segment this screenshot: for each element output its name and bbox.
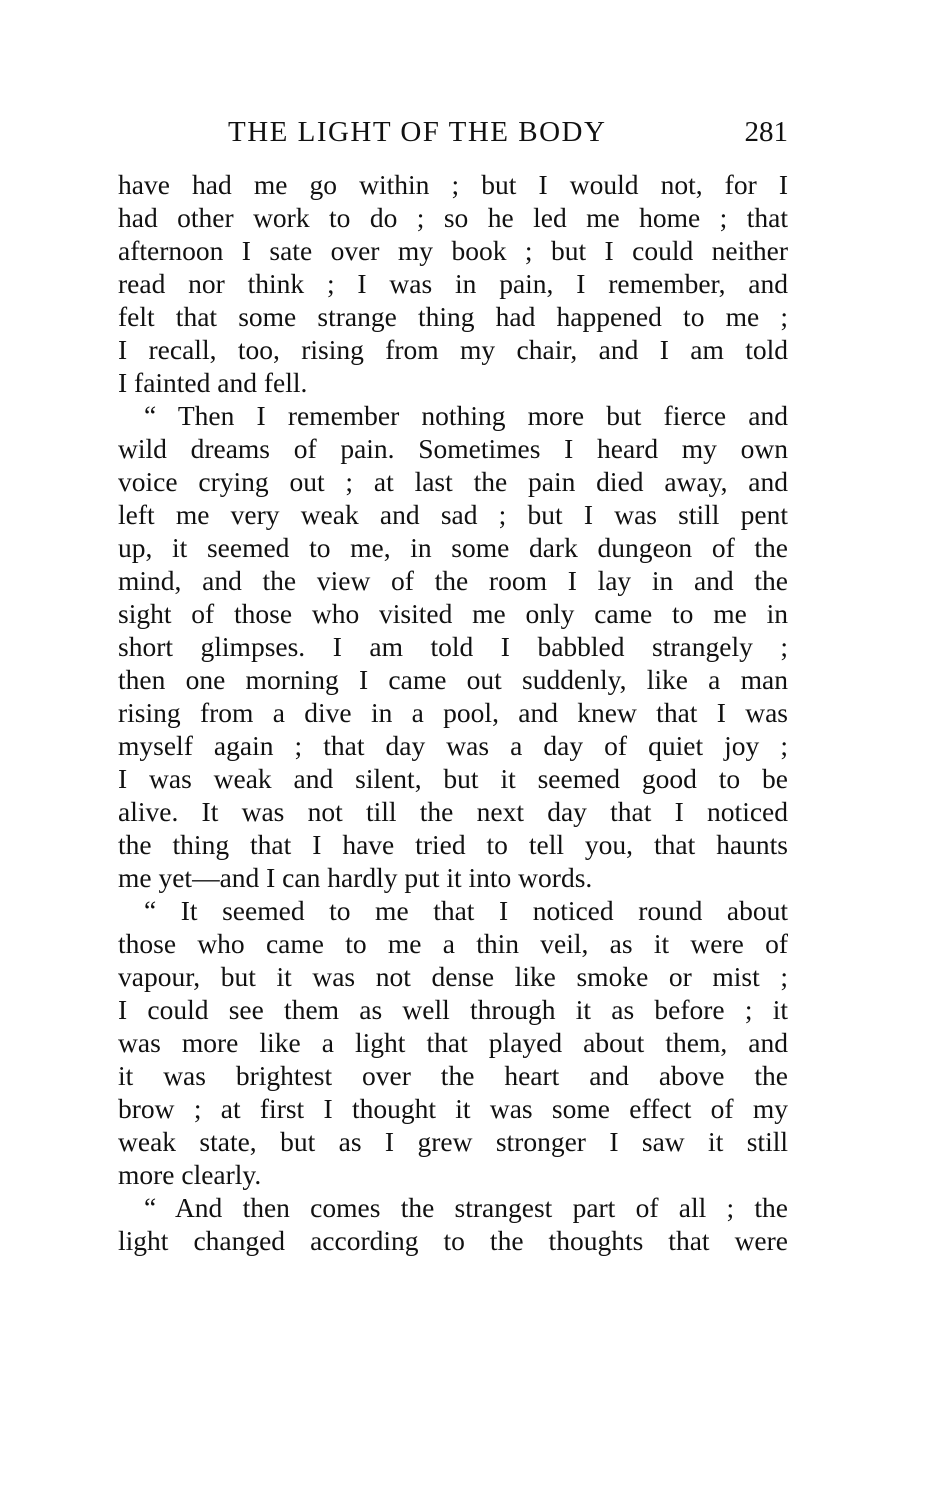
text-line: light changed according to the thoughts that were: [118, 1225, 788, 1256]
paragraph-2: [118, 399, 788, 894]
text-line: more clearly.: [118, 1159, 262, 1190]
text-line: those who came to me a thin veil, as it were of: [118, 928, 788, 959]
text-line: mind, and the view of the room I lay in and the: [118, 565, 788, 596]
text-line: felt that some strange thing had happened to me ;: [118, 301, 788, 332]
text-line: “ It seemed to me that I noticed round about: [144, 895, 788, 926]
text-line: short glimpses. I am told I babbled strangely ;: [118, 631, 788, 662]
text-line: voice crying out ; at last the pain died away, and: [118, 466, 788, 497]
text-line: the thing that I have tried to tell you, that haunts: [118, 829, 788, 860]
text-line: rising from a dive in a pool, and knew that I was: [118, 697, 788, 728]
text-line: vapour, but it was not dense like smoke or mist ;: [118, 961, 788, 992]
text-line: wild dreams of pain. Sometimes I heard my own: [118, 433, 788, 464]
paragraph-1: [118, 168, 788, 399]
text-line: had other work to do ; so he led me home ; that: [118, 202, 788, 233]
text-line: have had me go within ; but I would not, for I: [118, 169, 788, 200]
text-line: “ Then I remember nothing more but fierce and: [144, 400, 788, 431]
page-number: 281: [744, 116, 788, 148]
text-line: weak state, but as I grew stronger I saw it still: [118, 1126, 788, 1157]
text-line: read nor think ; I was in pain, I remember, and: [118, 268, 788, 299]
running-head: [118, 112, 788, 152]
text-line: was more like a light that played about them, and: [118, 1027, 788, 1058]
text-line: up, it seemed to me, in some dark dungeon of the: [118, 532, 788, 563]
body-text: [118, 168, 788, 1257]
text-line: I was weak and silent, but it seemed good to be: [118, 763, 788, 794]
text-line: myself again ; that day was a day of quiet joy ;: [118, 730, 788, 761]
text-line: sight of those who visited me only came to me in: [118, 598, 788, 629]
text-line: I recall, too, rising from my chair, and I am told: [118, 334, 788, 365]
text-line: afternoon I sate over my book ; but I could neither: [118, 235, 788, 266]
text-line: I fainted and fell.: [118, 367, 308, 398]
paragraph-4: [118, 1191, 788, 1257]
text-line: brow ; at first I thought it was some effect of my: [118, 1093, 788, 1124]
paragraph-3: [118, 894, 788, 1191]
text-line: me yet—and I can hardly put it into words.: [118, 862, 593, 893]
text-line: “ And then comes the strangest part of all ; the: [144, 1192, 788, 1223]
text-line: it was brightest over the heart and above the: [118, 1060, 788, 1091]
text-line: I could see them as well through it as before ; it: [118, 994, 788, 1025]
text-line: then one morning I came out suddenly, like a man: [118, 664, 788, 695]
text-line: left me very weak and sad ; but I was still pent: [118, 499, 788, 530]
running-title: THE LIGHT OF THE BODY: [228, 116, 607, 148]
text-line: alive. It was not till the next day that I noticed: [118, 796, 788, 827]
